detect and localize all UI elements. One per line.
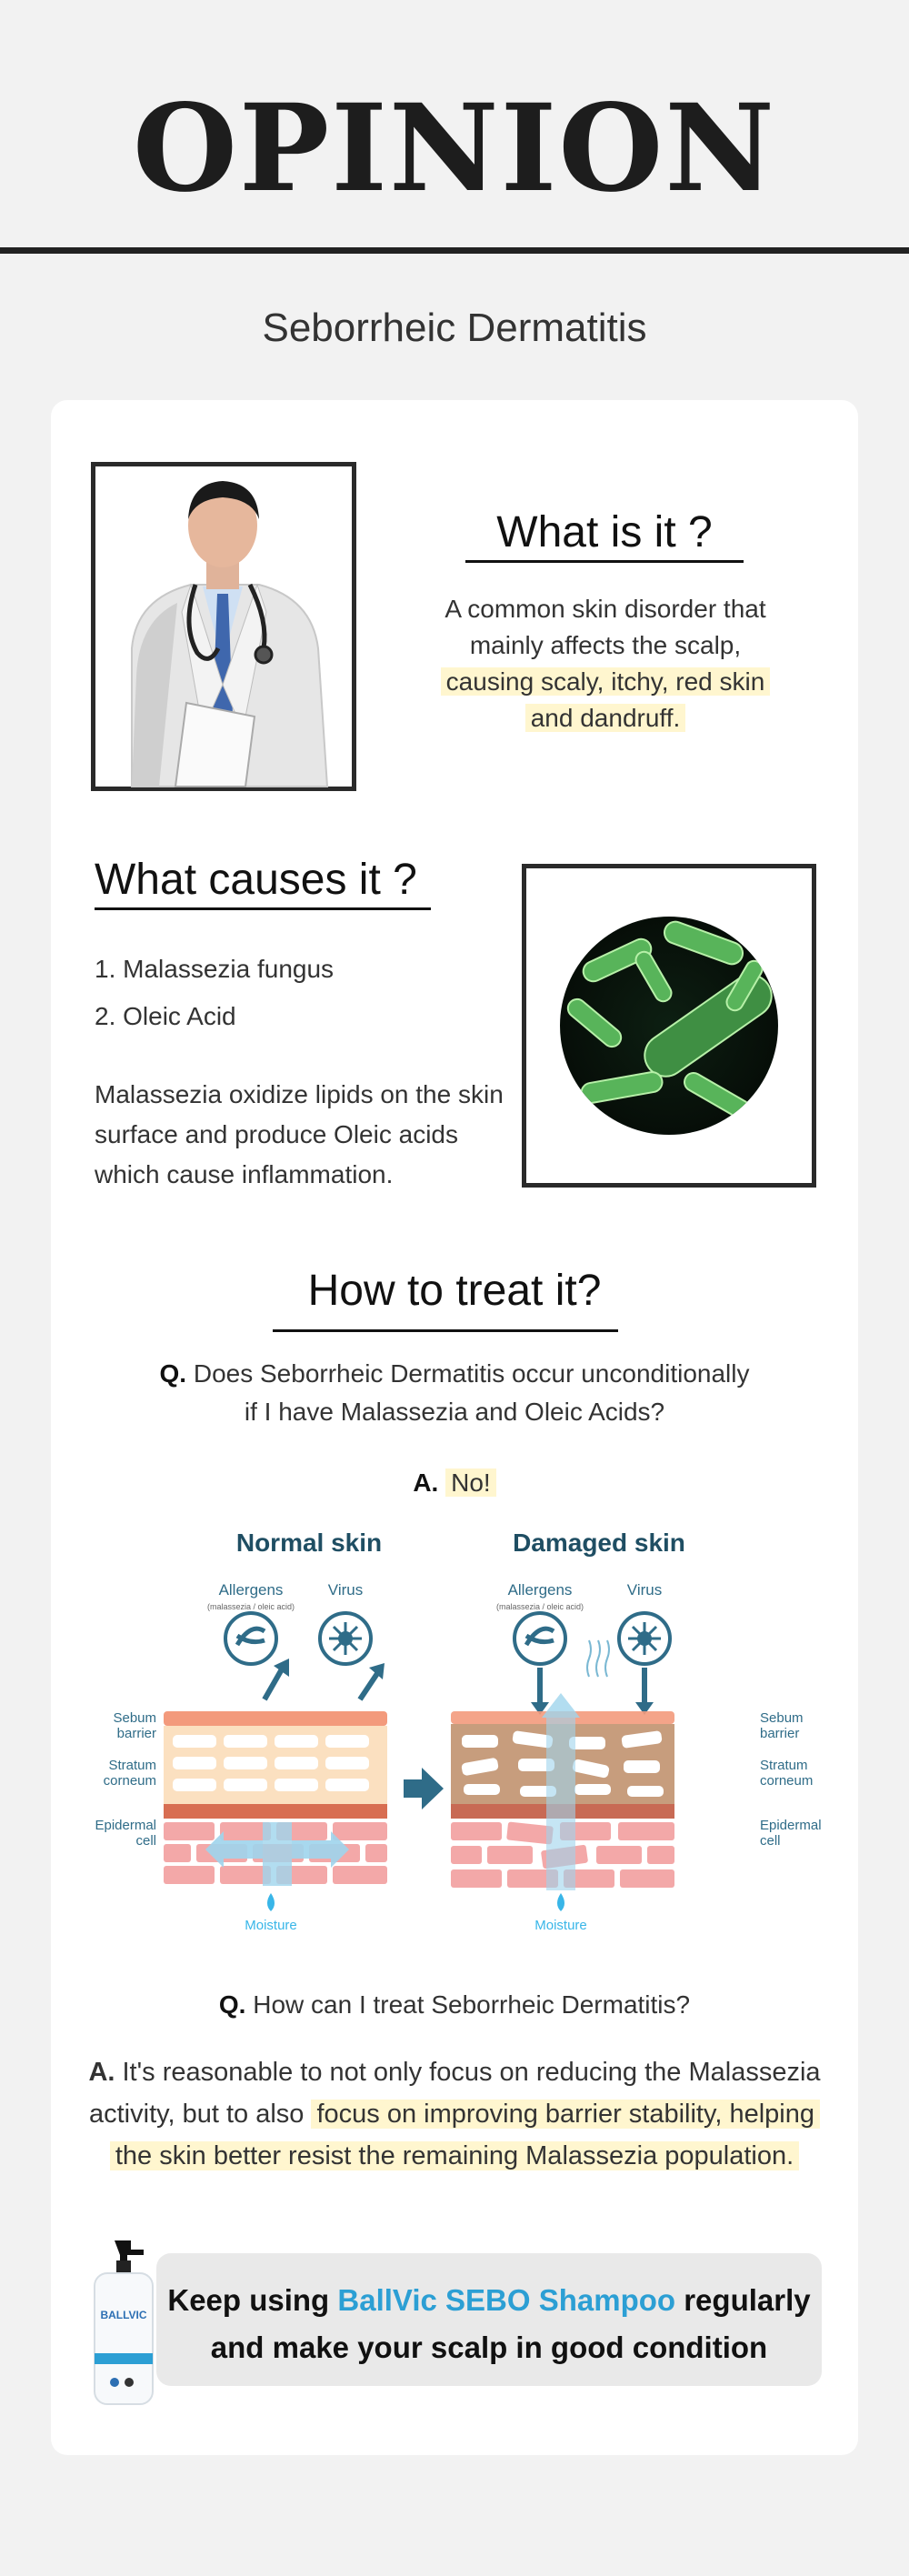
deflect-arrow bbox=[360, 1672, 378, 1699]
transition-arrow-icon bbox=[404, 1768, 444, 1809]
normal-skin-title: Normal skin bbox=[235, 1529, 383, 1557]
damaged-allergens-sub: (malassezia / oleic acid) bbox=[495, 1602, 584, 1611]
bacteria-illustration bbox=[522, 864, 816, 1188]
damaged-virus-label: Virus bbox=[626, 1581, 663, 1599]
moisture-label: Moisture bbox=[245, 1918, 297, 1933]
a2-highlight-1: focus on improving barrier stability, helping bbox=[311, 2100, 820, 2129]
stratum-label-1: Stratum bbox=[108, 1758, 156, 1773]
what-is-it-description bbox=[415, 591, 796, 737]
sebum-label-1: Sebum bbox=[113, 1710, 156, 1726]
sebum-label-right-1: Sebum bbox=[760, 1710, 804, 1726]
allergen-icon bbox=[514, 1613, 565, 1664]
a2-highlight-2: the skin better resist the remaining Malassezia population. bbox=[110, 2141, 799, 2170]
bottle-brand-label: BALLVIC bbox=[100, 2309, 147, 2321]
normal-allergens-label: Allergens bbox=[218, 1581, 284, 1599]
content-card bbox=[51, 400, 858, 2455]
epidermal-label-right-2: cell bbox=[760, 1833, 781, 1849]
what-is-it-underline bbox=[465, 560, 744, 563]
answer-2 bbox=[78, 2051, 831, 2177]
normal-skin-layers bbox=[164, 1711, 387, 1886]
normal-virus-label: Virus bbox=[327, 1581, 364, 1599]
answer-1 bbox=[51, 1464, 858, 1502]
what-is-it-heading: What is it ? bbox=[496, 508, 713, 556]
product-banner bbox=[156, 2253, 822, 2386]
causes-underline bbox=[95, 907, 431, 910]
shampoo-bottle-icon bbox=[87, 2237, 160, 2406]
what-line-2: mainly affects the scalp, bbox=[469, 631, 742, 659]
page-title: OPINION bbox=[132, 78, 777, 219]
moisture-drop-icon bbox=[267, 1893, 275, 1911]
what-highlight-1: causing scaly, itchy, red skin bbox=[441, 667, 771, 696]
epidermal-label-1: Epidermal bbox=[95, 1818, 156, 1833]
deflect-arrow bbox=[265, 1668, 283, 1699]
treat-underline bbox=[273, 1329, 618, 1332]
a2-line-2: activity, but to also bbox=[89, 2100, 305, 2129]
allergen-icon bbox=[225, 1613, 276, 1664]
banner-text-line-2: and make your scalp in good condition bbox=[210, 2330, 768, 2364]
causes-desc-line-3: which cause inflammation. bbox=[95, 1160, 394, 1188]
sebum-label-right-2: barrier bbox=[760, 1726, 800, 1741]
header-divider bbox=[0, 247, 909, 254]
skin-barrier-diagram bbox=[87, 1522, 822, 1933]
virus-icon bbox=[619, 1613, 670, 1664]
banner-text-post: regularly bbox=[684, 2283, 811, 2317]
treat-heading: How to treat it? bbox=[307, 1267, 602, 1315]
what-highlight-2: and dandruff. bbox=[525, 704, 686, 732]
banner-text bbox=[156, 2277, 822, 2371]
sebum-label-2: barrier bbox=[116, 1726, 156, 1741]
doctor-illustration bbox=[91, 462, 356, 791]
q1-line-2: if I have Malassezia and Oleic Acids? bbox=[244, 1398, 665, 1426]
q1-line-1: Does Seborrheic Dermatitis occur unconditionally bbox=[193, 1359, 750, 1388]
moisture-drop-icon bbox=[557, 1893, 564, 1911]
causes-description bbox=[95, 1075, 522, 1195]
doctor-icon bbox=[95, 466, 352, 787]
damaged-skin-layers bbox=[451, 1693, 674, 1890]
bacteria-icon bbox=[526, 868, 812, 1183]
damaged-allergens-label: Allergens bbox=[507, 1581, 573, 1599]
q1-label: Q. bbox=[159, 1359, 187, 1388]
causes-desc-line-1: Malassezia oxidize lipids on the skin bbox=[95, 1080, 504, 1108]
question-1 bbox=[51, 1355, 858, 1431]
evaporation-icon bbox=[587, 1640, 609, 1677]
epidermal-label-2: cell bbox=[135, 1833, 156, 1849]
cause-item-1: 1. Malassezia fungus bbox=[95, 955, 335, 983]
moisture-label: Moisture bbox=[534, 1918, 587, 1933]
question-2 bbox=[51, 1986, 858, 2024]
what-line-1: A common skin disorder that bbox=[445, 595, 766, 623]
q2-text: How can I treat Seborrheic Dermatitis? bbox=[253, 1990, 691, 2019]
stratum-label-2: corneum bbox=[103, 1773, 156, 1789]
page-subtitle: Seborrheic Dermatitis bbox=[262, 306, 647, 350]
causes-heading: What causes it ? bbox=[95, 856, 417, 904]
normal-allergens-sub: (malassezia / oleic acid) bbox=[206, 1602, 295, 1611]
banner-text-pre: Keep using bbox=[167, 2283, 330, 2317]
a1-label: A. bbox=[413, 1468, 439, 1497]
stratum-label-right-2: corneum bbox=[760, 1773, 814, 1789]
q2-label: Q. bbox=[218, 1990, 246, 2019]
damaged-skin-title: Damaged skin bbox=[513, 1529, 685, 1557]
causes-desc-line-2: surface and produce Oleic acids bbox=[95, 1120, 458, 1148]
banner-brand: BallVic SEBO Shampoo bbox=[337, 2283, 676, 2317]
a1-text: No! bbox=[445, 1468, 496, 1497]
virus-icon bbox=[320, 1613, 371, 1664]
stratum-label-right-1: Stratum bbox=[760, 1758, 808, 1773]
a2-label: A. bbox=[88, 2058, 115, 2087]
cause-item-2: 2. Oleic Acid bbox=[95, 1002, 236, 1030]
epidermal-label-right-1: Epidermal bbox=[760, 1818, 822, 1833]
a2-line-1: It's reasonable to not only focus on reducing the Malassezia bbox=[122, 2058, 821, 2087]
